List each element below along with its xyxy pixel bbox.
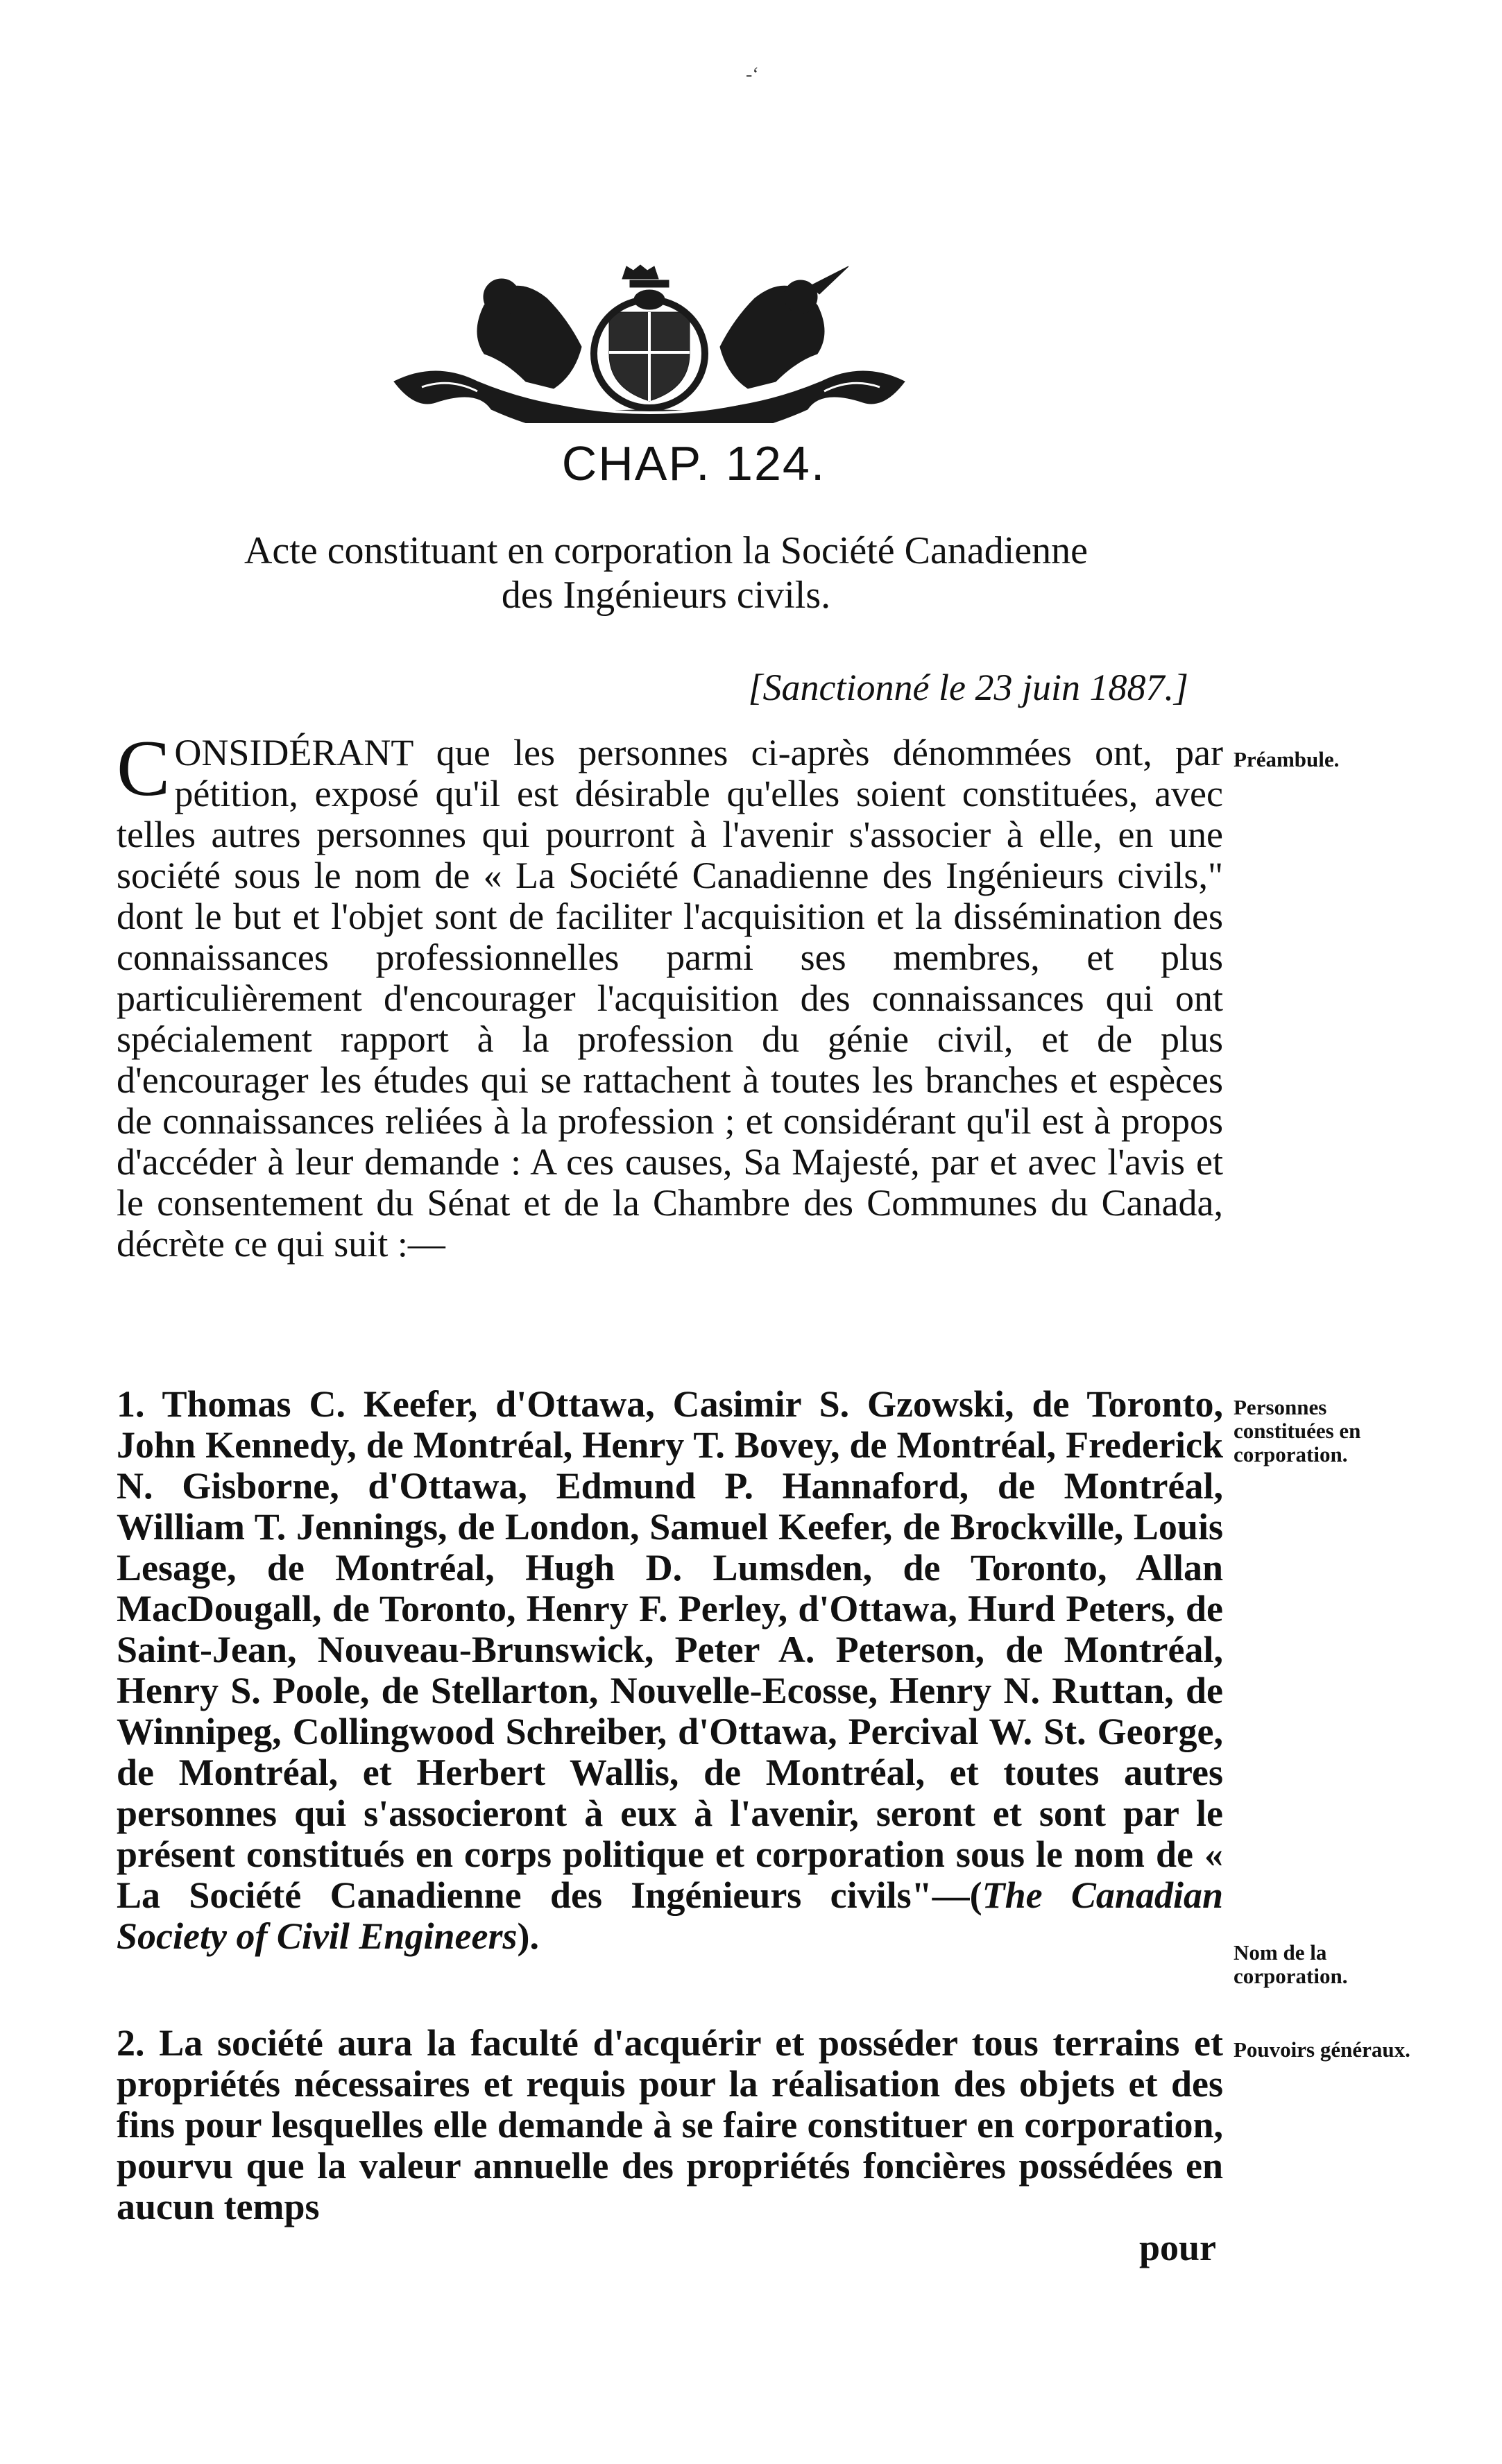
- act-title-line-2: des Ingénieurs civils.: [501, 574, 831, 617]
- preamble-paragraph: [117, 724, 1223, 1265]
- act-title: [111, 529, 1221, 617]
- section-2-number: 2.: [117, 2022, 145, 2064]
- margin-note-powers: Pouvoirs généraux.: [1234, 2037, 1410, 2062]
- preamble-text: ONSIDÉRANT que les personnes ci-après dénommées ont, par pétition, exposé qu'il est désirable qu'elles soient constituées, avec telles autres personnes qui pourront à l'avenir s'associer à elle, en une société sous le nom de « La Société Canadienne des Ingénieurs civils," dont le but et l'objet sont de faciliter l'acquisition et la dissémination des connaissances professionnelles parmi ses membres, et plus particulièrement d'encourager l'acquisition des connaissances qui ont spécialement rapport à la profession du génie civil, et de plus d'encourager les études qui se rattachent à toutes les branches et espèces de connaissances reliées à la profession ; et considérant qu'il est à propos d'accéder à leur demande : A ces causes, Sa Majesté, par et avec l'avis et le consentement du Sénat et de la Chambre des Communes du Canada, décrète ce qui suit :—: [117, 732, 1223, 1265]
- sanction-date: [749, 666, 1188, 709]
- section-1-number: 1.: [117, 1383, 145, 1425]
- chapter-heading: CHAP. 124.: [561, 436, 826, 490]
- section-1-english-name: The Canadian Society of Civil Engineers: [117, 1874, 1223, 1957]
- section-1-text: Thomas C. Keefer, d'Ottawa, Casimir S. Gzowski, de Toronto, John Kennedy, de Montréal, Henry T. Bovey, de Montréal, Frederick N. Gisborne, d'Ottawa, Edmund P. Hannaford, de Montréal, William T. Jennings, de London, Samuel Keefer, de Brockville, Louis Lesage, de Montréal, Hugh D. Lumsden, de Toronto, Allan MacDougall, de Toronto, Henry F. Perley, d'Ottawa, Hurd Peters, de Saint-Jean, Nouveau-Brunswick, Peter A. Peterson, de Montréal, Henry S. Poole, de Stellarton, Nouvelle-Ecosse, Henry N. Ruttan, de Winnipeg, Collingwood Schreiber, d'Ottawa, Percival W. St. George, de Montréal, et Herbert Wallis, de Montréal, et toutes autres personnes qui s'associeront à eux à l'avenir, seront et sont par le présent constitués en corps politique et corporation sous le nom de « La Société Canadienne des Ingénieurs civils"—(: [117, 1383, 1224, 1916]
- dropcap: C: [117, 724, 171, 813]
- section-2-paragraph: [117, 2023, 1223, 2268]
- act-title-line-1: Acte constituant en corporation la Société Canadienne: [244, 529, 1088, 572]
- margin-note-preamble: Préambule.: [1234, 747, 1340, 771]
- royal-coat-of-arms-icon: [380, 264, 921, 423]
- scan-mark: -‘: [746, 64, 759, 85]
- margin-note-name: Nom de la corporation.: [1234, 1940, 1348, 1988]
- sanction-text: [Sanctionné le 23 juin 1887.]: [748, 667, 1188, 708]
- section-2-text: La société aura la faculté d'acquérir et posséder tous terrains et propriétés nécessaires et requis pour la réalisation des objets et des fins pour lesquelles elle demande à se faire constituer en corporation, pourvu que la valeur annuelle des propriétés foncières possédées en aucun temps: [117, 2022, 1224, 2227]
- section-1-paragraph: [117, 1384, 1223, 1957]
- section-1-end: ).: [517, 1915, 539, 1957]
- margin-note-persons: Personnes constituées en corporation.: [1234, 1395, 1361, 1466]
- section-2-last-word: pour: [1138, 2227, 1216, 2268]
